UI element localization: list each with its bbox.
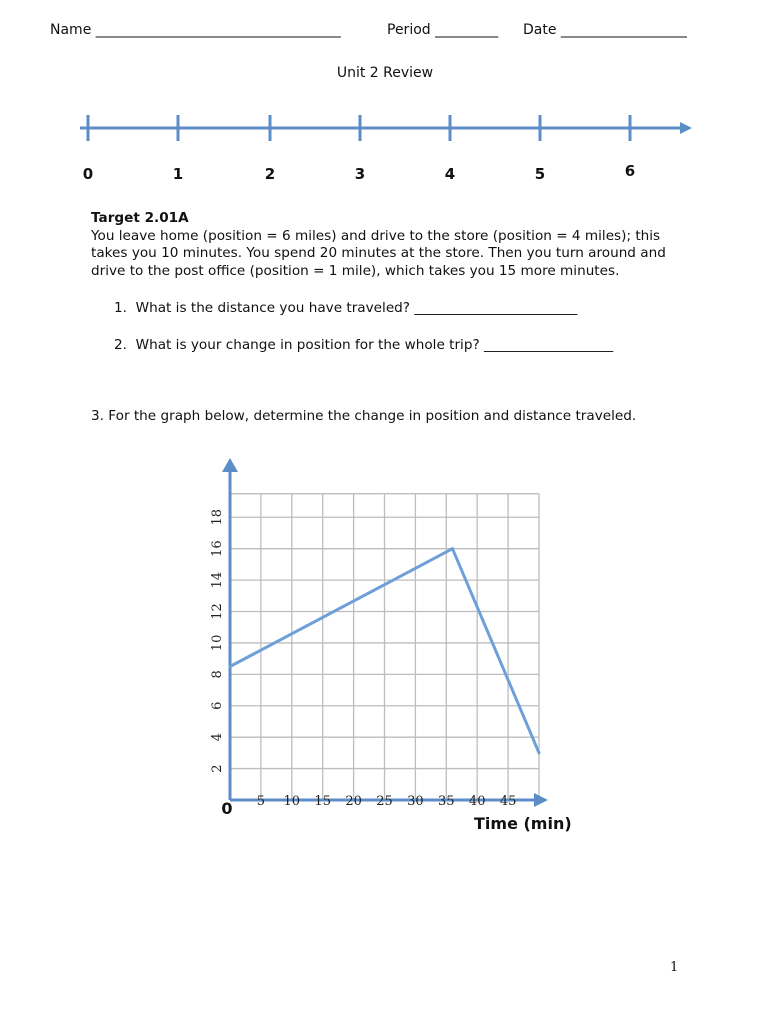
date-field: Date __________________ <box>523 22 687 38</box>
x-tick-label: 20 <box>345 794 362 809</box>
name-field: Name ___________________________________ <box>50 22 341 38</box>
period-field: Period _________ <box>387 22 499 38</box>
x-tick-label: 40 <box>468 794 486 809</box>
question-1 <box>114 300 577 316</box>
page-number: 1 <box>670 960 679 975</box>
question-2 <box>114 337 613 353</box>
number-line-label: 6 <box>624 162 636 180</box>
x-tick-label: 10 <box>283 794 301 809</box>
number-line <box>0 105 770 155</box>
page-title: Unit 2 Review <box>336 65 434 81</box>
x-axis-arrow-icon <box>534 793 548 807</box>
number-line-label: 3 <box>354 165 366 183</box>
x-tick-label: 35 <box>438 794 455 809</box>
y-tick-label: 8 <box>210 670 225 679</box>
x-tick-label: 45 <box>499 794 517 809</box>
y-tick-label: 12 <box>210 603 225 620</box>
number-line-label: 4 <box>444 165 456 183</box>
y-axis-arrow-icon <box>222 458 238 472</box>
x-tick-label: 25 <box>376 794 393 809</box>
question-text: What is the distance you have traveled? ________________________ <box>135 300 578 316</box>
y-tick-label: 6 <box>210 701 225 710</box>
question-number: 1. <box>114 300 127 316</box>
number-line-label: 5 <box>534 165 546 183</box>
target-heading: Target 2.01A <box>91 210 189 226</box>
x-tick-label: 30 <box>407 794 424 809</box>
number-line-label: 0 <box>82 165 94 183</box>
y-tick-label: 18 <box>210 508 225 526</box>
series-line-segment <box>452 549 539 753</box>
number-line-label: 2 <box>264 165 276 183</box>
y-tick-label: 4 <box>210 733 225 742</box>
x-tick-label: 5 <box>256 794 266 809</box>
number-line-label: 1 <box>172 165 184 183</box>
x-tick-label: 15 <box>314 794 331 809</box>
x-axis-title: Time (min) <box>474 814 572 833</box>
question-text: What is your change in position for the whole trip? ___________________ <box>135 337 614 353</box>
position-time-chart <box>0 450 770 850</box>
y-tick-label: 14 <box>210 571 225 589</box>
target-block <box>91 210 691 280</box>
origin-label: 0 <box>221 799 233 818</box>
y-tick-label: 16 <box>210 540 225 557</box>
target-text: You leave home (position = 6 miles) and drive to the store (position = 4 miles); this takes you 10 minutes. You spend 20 minutes at the store. Then you turn around and drive to the post office (position = 1 mile), which takes you 15 more minutes. <box>91 227 666 279</box>
y-tick-label: 10 <box>210 634 225 652</box>
y-tick-label: 2 <box>210 764 225 773</box>
question-number: 2. <box>114 337 127 353</box>
series-line-segment <box>230 549 452 667</box>
question-3: 3. For the graph below, determine the change in position and distance traveled. <box>91 408 637 424</box>
